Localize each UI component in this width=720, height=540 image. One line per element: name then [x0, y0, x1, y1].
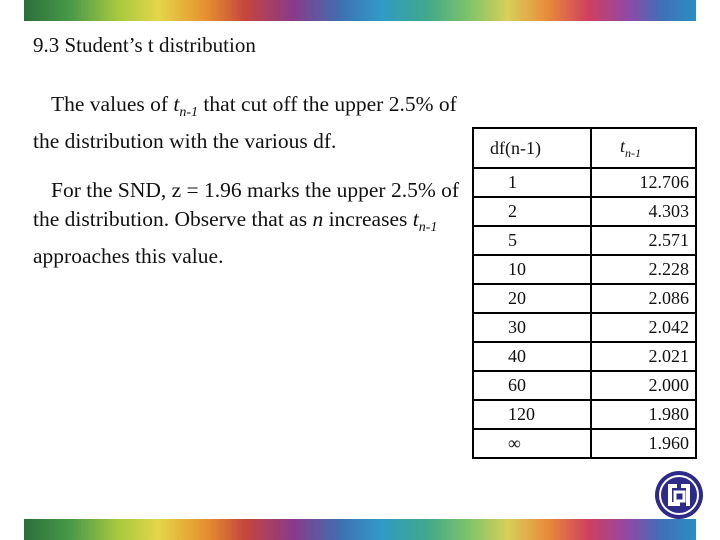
- t-value-cell: 1.980: [591, 400, 696, 429]
- p1-var-t: t: [173, 92, 180, 116]
- decorative-bottom-band: [24, 519, 696, 540]
- table-row: [473, 400, 696, 429]
- table-row: [473, 284, 696, 313]
- t-value-cell: 1.960: [591, 429, 696, 458]
- table-row: [473, 429, 696, 458]
- p2-var-t: t: [412, 207, 419, 231]
- df-cell: 40: [473, 342, 591, 371]
- table-row: [473, 197, 696, 226]
- header-t-sub: n-1: [625, 145, 642, 160]
- table-header-row: [473, 128, 696, 168]
- p2-text-pre: For the SND, z = 1.96 marks the upper 2.5% of the distribution. Observe that as: [33, 178, 460, 231]
- p1-text-post: that cut off the upper 2.5% of the distribution with the various df.: [33, 92, 457, 153]
- t-value-cell: 2.042: [591, 313, 696, 342]
- t-value-cell: 2.021: [591, 342, 696, 371]
- t-value-cell: 2.000: [591, 371, 696, 400]
- t-values-table: [472, 127, 697, 459]
- table-row: [473, 168, 696, 197]
- paragraph-t-values: [33, 90, 463, 156]
- paragraph-snd: [33, 176, 463, 271]
- header-t-var: t: [620, 135, 626, 156]
- df-cell: 120: [473, 400, 591, 429]
- t-value-cell: 4.303: [591, 197, 696, 226]
- df-cell: 1: [473, 168, 591, 197]
- df-cell: 2: [473, 197, 591, 226]
- table-row: [473, 313, 696, 342]
- slide-title: 9.3 Student’s t distribution: [33, 33, 256, 57]
- table-row: [473, 226, 696, 255]
- header-t: [591, 128, 696, 168]
- p2-text-mid: increases: [323, 207, 413, 231]
- p1-var-sub: n-1: [179, 105, 199, 120]
- table-row: [473, 255, 696, 284]
- t-value-cell: 12.706: [591, 168, 696, 197]
- p2-var-n: n: [312, 207, 324, 231]
- p2-var-sub: n-1: [418, 220, 438, 235]
- df-cell: 60: [473, 371, 591, 400]
- t-value-cell: 2.571: [591, 226, 696, 255]
- decorative-top-band: [24, 0, 696, 21]
- df-cell: 10: [473, 255, 591, 284]
- table-row: [473, 371, 696, 400]
- university-logo-icon: [654, 470, 704, 520]
- p1-text-pre: The values of: [51, 92, 174, 116]
- df-cell: 20: [473, 284, 591, 313]
- p2-text-post: approaches this value.: [33, 244, 224, 268]
- df-cell: 30: [473, 313, 591, 342]
- df-cell: ∞: [473, 429, 591, 458]
- t-value-cell: 2.228: [591, 255, 696, 284]
- t-value-cell: 2.086: [591, 284, 696, 313]
- header-df: df(n-1): [473, 128, 591, 168]
- df-cell: 5: [473, 226, 591, 255]
- table-row: [473, 342, 696, 371]
